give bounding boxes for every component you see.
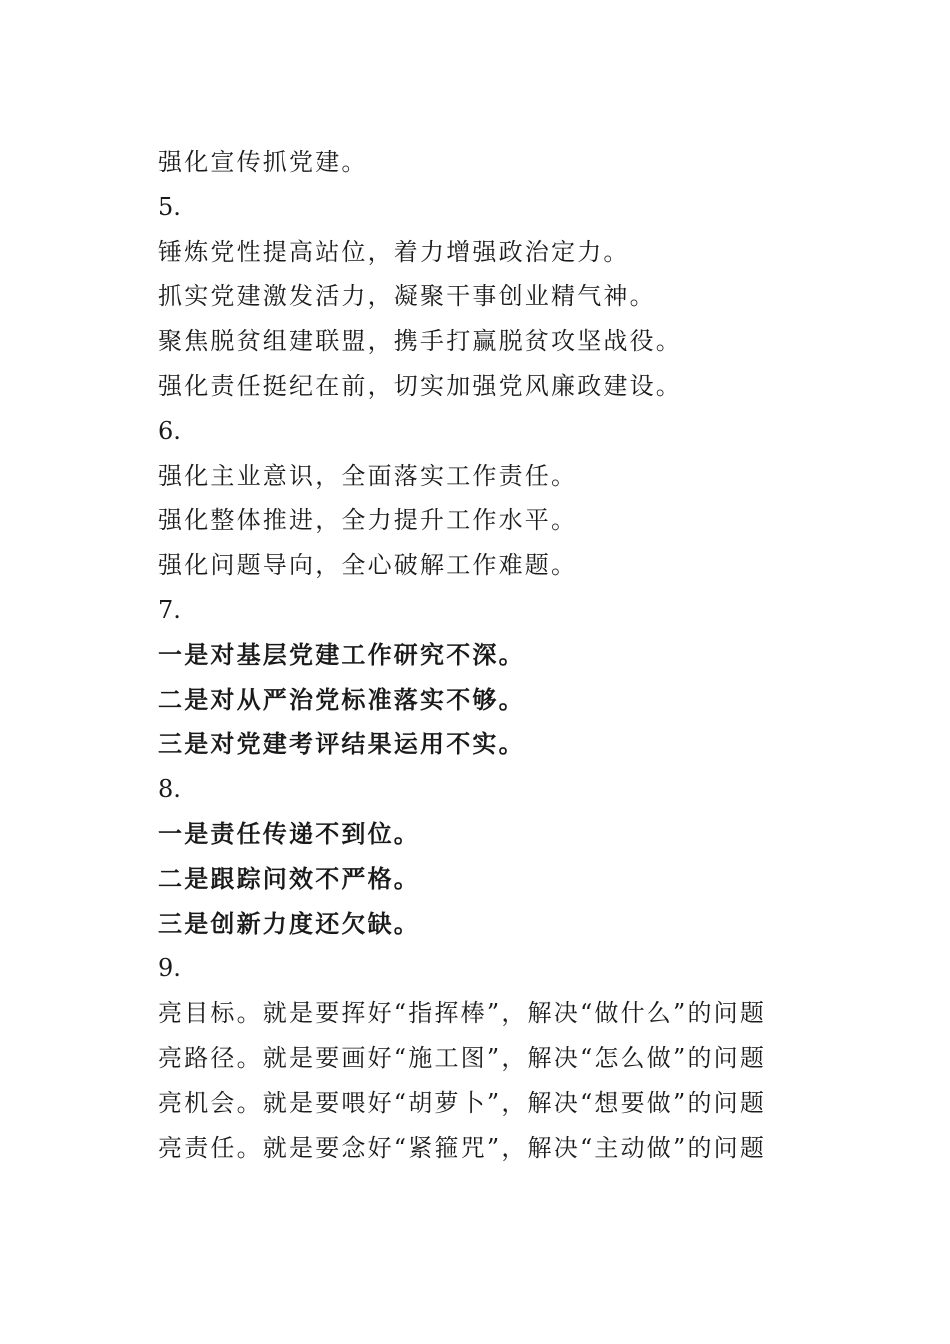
text-line: 强化主业意识，全面落实工作责任。 bbox=[158, 461, 578, 490]
section-number: 8. bbox=[158, 775, 181, 804]
text-line: 聚焦脱贫组建联盟，携手打赢脱贫攻坚战役。 bbox=[158, 327, 682, 356]
section-number: 5. bbox=[158, 192, 181, 221]
section-number: 7. bbox=[158, 595, 181, 624]
text-line: 二是对从严治党标准落实不够。 bbox=[158, 684, 525, 714]
text-line: 强化责任挺纪在前，切实加强党风廉政建设。 bbox=[158, 371, 682, 400]
text-line: 一是对基层党建工作研究不深。 bbox=[158, 639, 525, 669]
text-line: 亮机会。就是要喂好“胡萝卜”，解决“想要做”的问题 bbox=[158, 1088, 767, 1117]
text-line: 锤炼党性提高站位，着力增强政治定力。 bbox=[158, 237, 630, 266]
text-line: 亮路径。就是要画好“施工图”，解决“怎么做”的问题 bbox=[158, 1043, 767, 1072]
text-line: 亮目标。就是要挥好“指挥棒”，解决“做什么”的问题 bbox=[158, 999, 767, 1028]
text-line: 抓实党建激发活力，凝聚干事创业精气神。 bbox=[158, 282, 656, 311]
text-line: 亮责任。就是要念好“紧箍咒”，解决“主动做”的问题 bbox=[158, 1133, 767, 1162]
text-line: 强化整体推进，全力提升工作水平。 bbox=[158, 506, 578, 535]
text-line: 二是跟踪问效不严格。 bbox=[158, 863, 420, 893]
document-body bbox=[158, 140, 818, 1170]
text-line: 三是创新力度还欠缺。 bbox=[158, 908, 420, 938]
section-number: 6. bbox=[158, 416, 181, 445]
text-line: 强化问题导向，全心破解工作难题。 bbox=[158, 551, 578, 580]
text-line: 强化宣传抓党建。 bbox=[158, 148, 368, 176]
text-line: 三是对党建考评结果运用不实。 bbox=[158, 729, 525, 759]
section-number: 9. bbox=[158, 954, 181, 983]
text-line: 一是责任传递不到位。 bbox=[158, 818, 420, 848]
